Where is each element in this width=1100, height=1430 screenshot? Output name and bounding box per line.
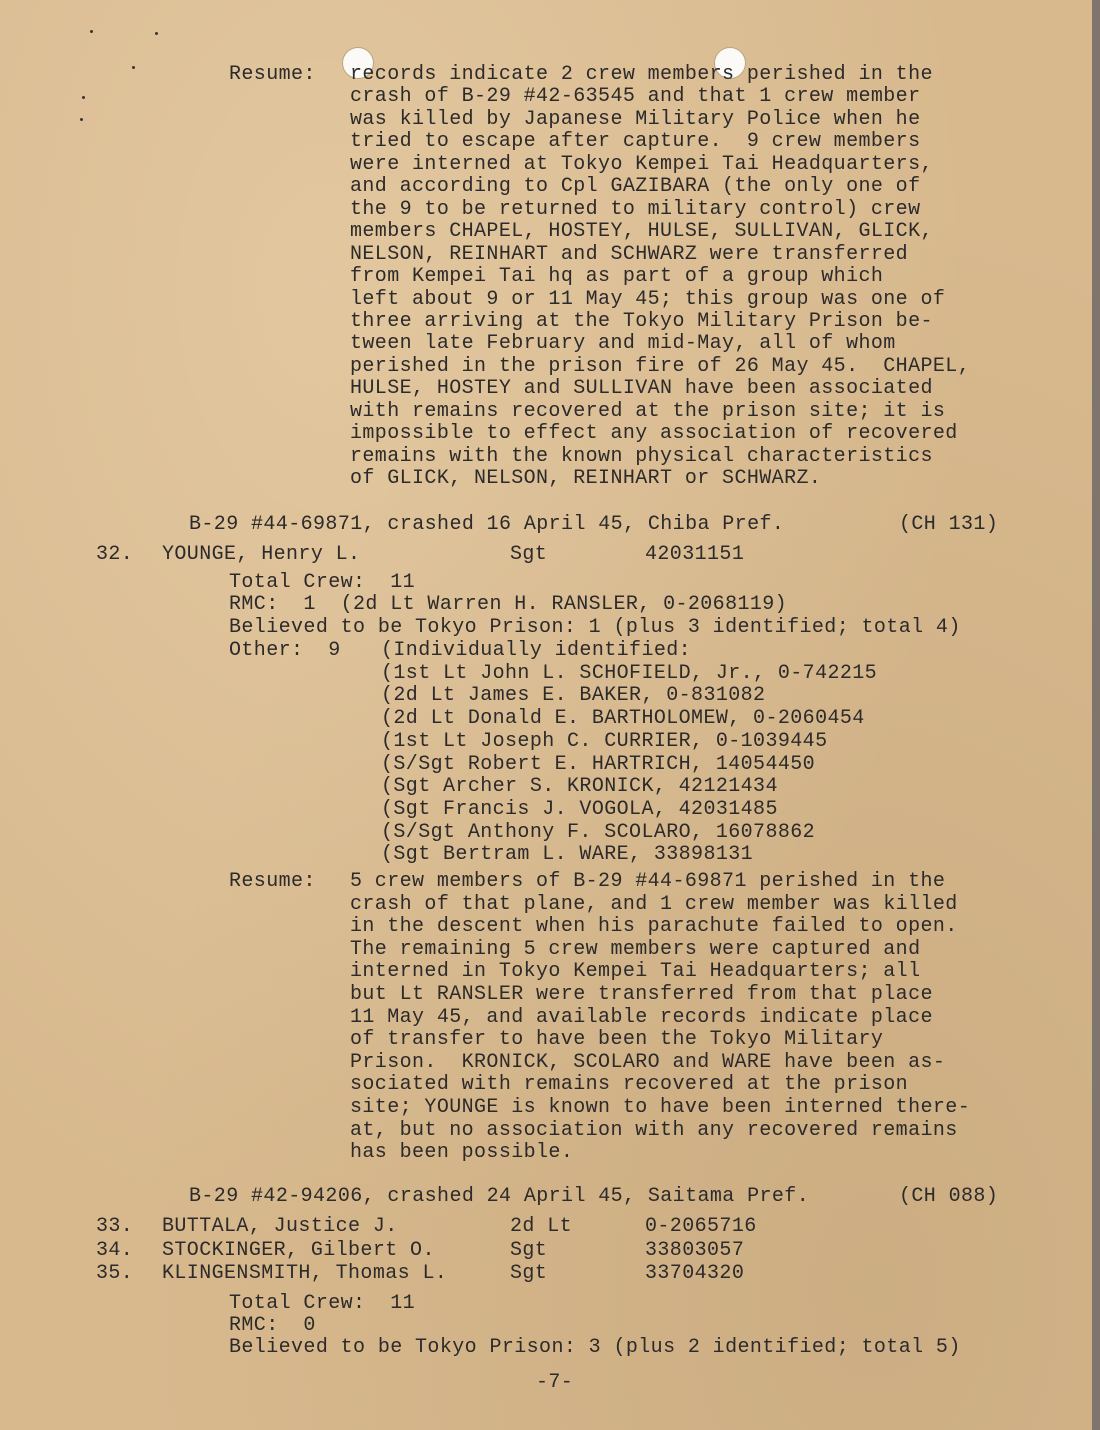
resume-line: 11 May 45, and available records indicate place [350, 1005, 933, 1029]
resume-line: but Lt RANSLER were transferred from that place [350, 983, 933, 1006]
entry-name: STOCKINGER, Gilbert O. [162, 1238, 435, 1262]
resume-line: The remaining 5 crew members were captured and [350, 937, 921, 961]
resume-line: Prison. KRONICK, SCOLARO and WARE have been as- [350, 1050, 946, 1074]
resume-line: 5 crew members of B-29 #44-69871 perished in the [350, 870, 946, 893]
total-crew: Total Crew: 11 [229, 571, 416, 594]
entry-serial: 42031151 [645, 543, 745, 566]
other-label: Other: 9 [229, 639, 341, 662]
resume-line: tried to escape after capture. 9 crew members [350, 130, 921, 154]
resume-line: crash of that plane, and 1 crew member was killed [350, 892, 958, 916]
resume-line: the 9 to be returned to military control) crew [350, 197, 921, 221]
case-heading: B-29 #42-94206, crashed 24 April 45, Saitama Pref. [189, 1185, 810, 1208]
entry-num: 33. [96, 1215, 134, 1238]
rmc-line: RMC: 0 [229, 1314, 316, 1337]
entry-rank: 2d Lt [510, 1215, 573, 1238]
identified-crew-line: (Sgt Archer S. KRONICK, 42121434 [381, 775, 778, 799]
resume-label: Resume: [229, 870, 316, 893]
resume-line: with remains recovered at the prison site; it is [350, 399, 946, 423]
resume-line: in the descent when his parachute failed to open. [350, 915, 958, 939]
resume-line: has been possible. [350, 1141, 574, 1165]
entry-number: 32. [96, 543, 134, 566]
resume-line: was killed by Japanese Military Police when he [350, 107, 921, 131]
page-number: -7- [536, 1371, 574, 1394]
resume-line: of GLICK, NELSON, REINHART or SCHWARZ. [350, 467, 822, 491]
resume-line: interned in Tokyo Kempei Tai Headquarters; all [350, 960, 921, 984]
case-code: (CH 131) [899, 513, 999, 536]
resume-line: of transfer to have been the Tokyo Military [350, 1028, 884, 1052]
identified-crew-line: (2d Lt Donald E. BARTHOLOMEW, 0-2060454 [381, 707, 865, 731]
resume-line: three arriving at the Tokyo Military Prison be- [350, 309, 933, 333]
rmc-line: RMC: 1 (2d Lt Warren H. RANSLER, 0-2068119) [229, 593, 788, 616]
resume-line: records indicate 2 crew members perished in the [350, 63, 933, 86]
case-code: (CH 088) [899, 1185, 999, 1208]
identified-crew-line: (Individually identified: [381, 639, 692, 662]
resume-line: site; YOUNGE is known to have been interned there- [350, 1096, 971, 1119]
resume-line: were interned at Tokyo Kempei Tai Headquarters, [350, 152, 933, 176]
resume-line: remains with the known physical characteristics [350, 444, 933, 468]
case-heading: B-29 #44-69871, crashed 16 April 45, Chiba Pref. [189, 513, 785, 536]
identified-crew-line: (Sgt Bertram L. WARE, 33898131 [381, 843, 754, 867]
identified-crew-line: (1st Lt John L. SCHOFIELD, Jr., 0-742215 [381, 661, 878, 685]
resume-line: members CHAPEL, HOSTEY, HULSE, SULLIVAN, GLICK, [350, 220, 933, 244]
entry-rank: Sgt [510, 1262, 548, 1285]
identified-crew-line: (2d Lt James E. BAKER, 0-831082 [381, 684, 766, 708]
resume-line: tween late February and mid-May, all of whom [350, 332, 896, 356]
ink-speck [155, 32, 158, 35]
resume-line: HULSE, HOSTEY and SULLIVAN have been associated [350, 377, 933, 401]
entry-name: KLINGENSMITH, Thomas L. [162, 1262, 448, 1285]
identified-crew-line: (1st Lt Joseph C. CURRIER, 0-1039445 [381, 729, 828, 753]
entry-rank: Sgt [510, 543, 548, 566]
identified-crew-line: (Sgt Francis J. VOGOLA, 42031485 [381, 797, 778, 821]
identified-crew-line: (S/Sgt Anthony F. SCOLARO, 16078862 [381, 820, 816, 844]
resume-line: NELSON, REINHART and SCHWARZ were transferred [350, 242, 909, 266]
ink-speck [90, 30, 93, 33]
resume-label: Resume: [229, 63, 316, 86]
resume-line: from Kempei Tai hq as part of a group which [350, 265, 884, 289]
entry-serial: 33803057 [645, 1238, 745, 1262]
entry-name: YOUNGE, Henry L. [162, 543, 361, 566]
ink-speck [80, 118, 83, 121]
resume-line: at, but no association with any recovered remains [350, 1118, 958, 1142]
believed-line: Believed to be Tokyo Prison: 1 (plus 3 identified; total 4) [229, 616, 961, 639]
entry-num: 34. [96, 1238, 134, 1262]
entry-serial: 33704320 [645, 1262, 745, 1285]
resume-line: impossible to effect any association of recovered [350, 422, 958, 446]
entry-name: BUTTALA, Justice J. [162, 1215, 398, 1238]
entry-rank: Sgt [510, 1238, 548, 1262]
resume-line: crash of B-29 #42-63545 and that 1 crew member [350, 85, 921, 109]
total-crew: Total Crew: 11 [229, 1292, 416, 1315]
entry-serial: 0-2065716 [645, 1215, 757, 1238]
believed-line: Believed to be Tokyo Prison: 3 (plus 2 identified; total 5) [229, 1336, 961, 1359]
ink-speck [82, 96, 85, 99]
resume-line: and according to Cpl GAZIBARA (the only one of [350, 175, 921, 199]
resume-line: left about 9 or 11 May 45; this group was one of [350, 287, 946, 311]
identified-crew-line: (S/Sgt Robert E. HARTRICH, 14054450 [381, 752, 816, 776]
resume-line: perished in the prison fire of 26 May 45. CHAPEL, [350, 354, 971, 378]
entry-num: 35. [96, 1262, 134, 1285]
resume-line: sociated with remains recovered at the prison [350, 1073, 909, 1097]
ink-speck [132, 66, 135, 69]
